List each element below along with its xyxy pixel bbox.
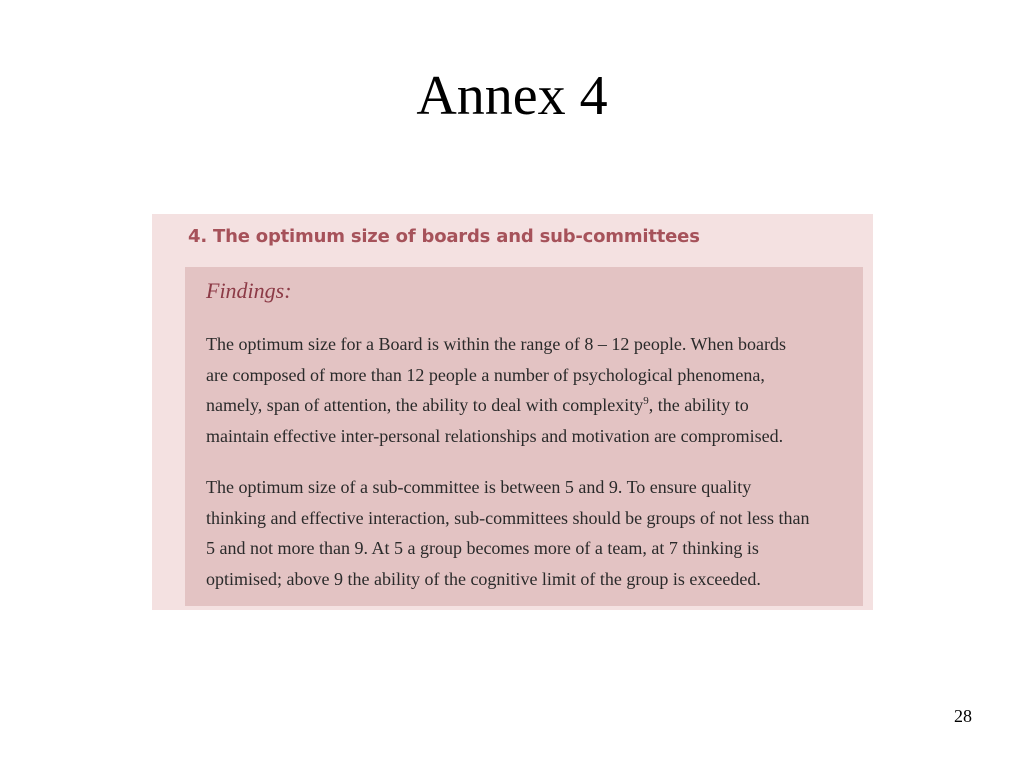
annex-excerpt-box — [152, 214, 873, 610]
footnote-reference: 9 — [643, 395, 649, 407]
paragraph-line: The optimum size of a sub-committee is between 5 and 9. To ensure quality — [206, 477, 752, 497]
paragraph-line — [206, 390, 851, 421]
paragraph-line: are composed of more than 12 people a number of psychological phenomena, — [206, 364, 765, 385]
paragraph-line-text: , the ability to — [648, 395, 749, 415]
paragraph-line: 5 and not more than 9. At 5 a group becomes more of a team, at 7 thinking is — [206, 538, 759, 558]
paragraph-line: The optimum size for a Board is within the range of 8 – 12 people. When boards — [206, 334, 787, 354]
findings-label: Findings: — [206, 278, 292, 303]
annex-section-heading: 4. The optimum size of boards and sub-committees — [188, 226, 700, 247]
paragraph-line-text: namely, span of attention, the ability to deal with complexity — [206, 395, 644, 415]
page-number: 28 — [954, 706, 972, 726]
findings-paragraph-board-size — [206, 329, 851, 451]
findings-panel — [185, 267, 863, 606]
paragraph-line: thinking and effective interaction, sub-committees should be groups of not less than — [206, 507, 810, 528]
paragraph-line: optimised; above 9 the ability of the cognitive limit of the group is exceeded. — [206, 568, 761, 589]
slide-title: Annex 4 — [416, 65, 608, 127]
findings-paragraph-sub-committee-size — [206, 472, 851, 594]
paragraph-line: maintain effective inter-personal relationships and motivation are compromised. — [206, 425, 784, 446]
